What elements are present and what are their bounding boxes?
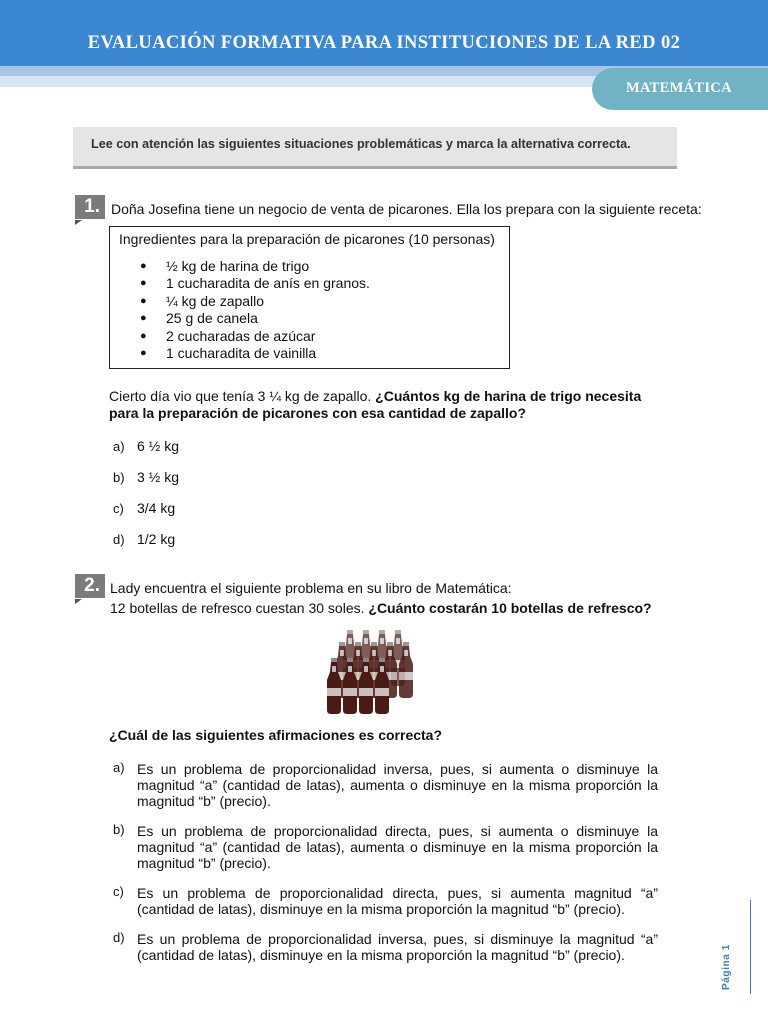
question-1-stem-bold: ¿Cuántos kg de harina de trigo necesita	[375, 388, 642, 404]
question-2-option-a[interactable]: Es un problema de proporcionalidad inversa, pues, si aumenta o disminuye la magnitud “a” (cantidad de latas), aumenta o disminuye en la misma proporción la magnitud “b” (precio).	[137, 761, 658, 809]
bullet-icon: ●	[140, 260, 147, 272]
question-1-number: 1.	[75, 195, 105, 219]
page-number: Página 1	[721, 944, 732, 990]
subject-label: MATEMÁTICA	[626, 80, 732, 96]
question-2-problem-plain: 12 botellas de refresco cuestan 30 soles.	[110, 600, 365, 616]
question-2-number: 2.	[75, 574, 105, 598]
option-letter: d)	[113, 532, 125, 547]
question-1-option-a[interactable]: 6 ½ kg	[137, 438, 180, 454]
ingredient-item: 25 g de canela	[166, 310, 258, 326]
bullet-icon: ●	[140, 277, 147, 289]
question-1-option-d[interactable]: 1/2 kg	[137, 531, 176, 547]
page-number-rule	[750, 900, 751, 994]
question-1-stem-bold-2: para la preparación de picarones con esa cantidad de zapallo?	[109, 405, 527, 421]
question-1-intro: Doña Josefina tiene un negocio de venta de picarones. Ella los prepara con la siguiente receta:	[111, 201, 702, 217]
option-letter: c)	[113, 884, 124, 899]
ingredient-item: 2 cucharadas de azúcar	[166, 328, 316, 344]
ingredient-item: ¼ kg de zapallo	[166, 293, 265, 309]
option-letter: b)	[113, 822, 125, 837]
soda-bottles-icon	[323, 630, 419, 723]
question-2-problem	[110, 600, 652, 617]
question-2-problem-bold: ¿Cuánto costarán 10 botellas de refresco?	[368, 600, 652, 616]
question-1-option-c[interactable]: 3/4 kg	[137, 500, 176, 516]
ingredient-item: ½ kg de harina de trigo	[166, 258, 310, 274]
question-1-option-b[interactable]: 3 ½ kg	[137, 469, 180, 485]
question-1-number-tail	[75, 220, 82, 225]
question-1-stem-plain: Cierto día vio que tenía 3 ¼ kg de zapallo.	[109, 388, 372, 404]
bullet-icon: ●	[140, 295, 147, 307]
ingredient-item: 1 cucharadita de vainilla	[166, 345, 317, 361]
recipe-title: Ingredientes para la preparación de picarones (10 personas)	[119, 231, 495, 247]
question-2-option-c[interactable]: Es un problema de proporcionalidad directa, pues, si aumenta magnitud “a” (cantidad de latas), disminuye en la misma proporción la magnitud “b” (precio).	[137, 885, 658, 917]
question-2-question: ¿Cuál de las siguientes afirmaciones es correcta?	[109, 727, 443, 743]
bullet-icon: ●	[140, 347, 147, 359]
question-2-number-tail	[75, 599, 82, 604]
page-title: EVALUACIÓN FORMATIVA PARA INSTITUCIONES DE LA RED 02	[87, 33, 681, 53]
option-letter: a)	[113, 439, 125, 454]
question-2-option-b[interactable]: Es un problema de proporcionalidad directa, pues, si aumenta o disminuye la magnitud “a” (cantidad de latas), aumenta o disminuye en la misma proporción la magnitud “b” (precio).	[137, 823, 658, 871]
option-letter: b)	[113, 470, 125, 485]
bullet-icon: ●	[140, 312, 147, 324]
question-2-option-d[interactable]: Es un problema de proporcionalidad inversa, pues, si disminuye la magnitud “a” (cantidad de latas), disminuye en la misma proporción la magnitud “b” (precio).	[137, 931, 658, 963]
question-1-stem	[109, 388, 641, 405]
ingredient-item: 1 cucharadita de anís en granos.	[166, 275, 370, 291]
option-letter: c)	[113, 501, 124, 516]
bullet-icon: ●	[140, 330, 147, 342]
instructions-text: Lee con atención las siguientes situaciones problemáticas y marca la alternativa correcta.	[91, 137, 631, 151]
option-letter: d)	[113, 930, 125, 945]
question-2-intro: Lady encuentra el siguiente problema en su libro de Matemática:	[110, 580, 512, 596]
option-letter: a)	[113, 760, 125, 775]
